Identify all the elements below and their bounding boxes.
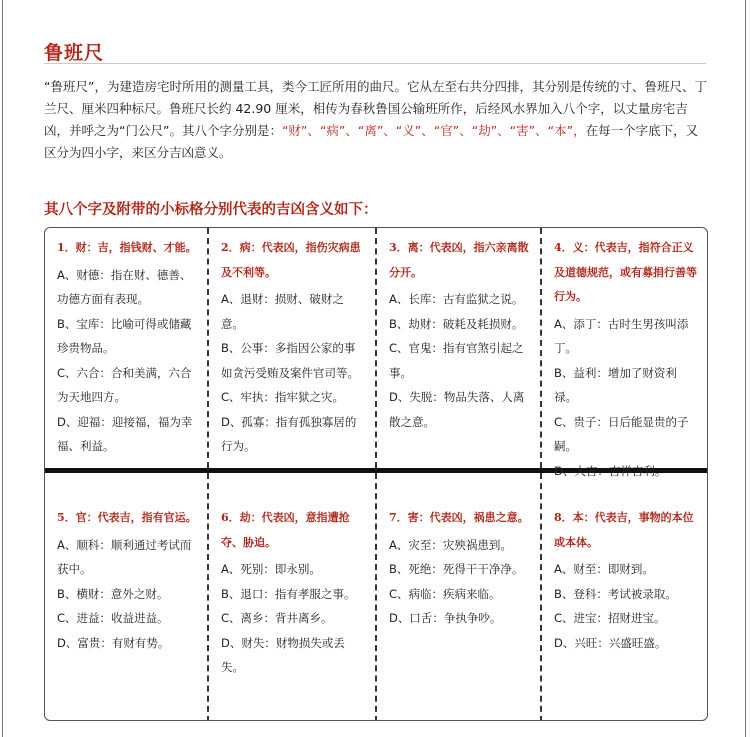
cell-item: D、失脱：物品失落、人离散之意。 [389, 390, 525, 429]
cell-item: D、迎福：迎接福，福为幸福、利益。 [57, 414, 193, 453]
intro-paragraph [44, 76, 709, 164]
title-divider [44, 63, 706, 64]
cell-item: A、财至：即财到。 [554, 562, 654, 576]
eight-characters: “财”、“病”、“离”、“义”、“官”、“劫”、“害”、“本”， [281, 123, 586, 138]
meaning-cell-cai [45, 236, 207, 459]
cell-heading: 2．病：代表凶，指伤灾病患及不利等。 [221, 241, 361, 279]
cell-item: C、进宝：招财进宝。 [554, 611, 666, 625]
cell-heading: 1．财：吉，指钱财、才能。 [57, 241, 197, 254]
meaning-cell-bing [209, 236, 375, 459]
cell-item: C、贵子：日后能显贵的子嗣。 [554, 414, 689, 453]
cell-item: B、死绝：死得干干净净。 [389, 562, 524, 576]
cell-item: C、病临：疾病来临。 [389, 586, 501, 601]
cell-item: C、六合：合和美满，六合为天地四方。 [57, 365, 192, 404]
cell-heading: 6．劫：代表凶，意指遭抢夺、胁迫。 [221, 511, 350, 549]
cell-item: D、大吉：吉祥吉利。 [554, 463, 667, 478]
meaning-cell-li [377, 236, 540, 434]
cell-item: A、添丁：古时生男孩叫添丁。 [554, 316, 689, 355]
cell-item: A、退财：损财、破财之意。 [221, 292, 344, 331]
meaning-cell-ben [542, 506, 708, 655]
cell-item: A、顺科：顺利通过考试而获中。 [57, 537, 192, 576]
meaning-cell-jie [209, 506, 375, 680]
cell-heading: 7．害：代表凶，祸患之意。 [389, 511, 529, 524]
cell-item: A、长库：古有监狱之说。 [389, 292, 524, 306]
meaning-cell-guan [45, 506, 207, 655]
cell-item: D、孤寡：指有孤独寡居的行为。 [221, 414, 357, 453]
cell-item: A、财德：指在财、德善、功德方面有表现。 [57, 267, 192, 306]
cell-item: D、富贵：有财有势。 [57, 635, 170, 650]
cell-heading: 8．本：代表吉，事物的本位或本体。 [554, 511, 694, 549]
cell-heading: 3．离：代表凶，指六亲离散分开。 [389, 241, 529, 279]
cell-item: A、灾至：灾殃祸患到。 [389, 537, 512, 552]
cell-item: C、离乡：背井离乡。 [221, 611, 333, 625]
cell-item: A、死别：即永别。 [221, 562, 321, 576]
intro-text: “鲁班尺”，为建造房宅时所用的测量工具，类今工匠所用的曲尺。它从左至右共分四排，其分别是传统的寸、鲁班尺、丁兰尺、厘米四种标尺。鲁班尺长约 42.90 厘米，相传为春秋鲁国公输班所作，后经风水界加入八个字，以丈量房宅吉凶，并呼之为“门公尺”。其八个字分别是： [44, 79, 707, 138]
cell-item: B、登科：考试被录取。 [554, 586, 677, 601]
cell-heading: 5．官：代表吉，指有官运。 [57, 511, 197, 524]
cell-item: B、宝库：比喻可得或储藏珍贵物品。 [57, 316, 192, 355]
section-subtitle: 其八个字及附带的小标格分别代表的吉凶含义如下： [44, 201, 378, 218]
cell-item: C、官鬼：指有官煞引起之事。 [389, 341, 524, 380]
cell-item: B、益利：增加了财资利禄。 [554, 365, 677, 404]
meaning-cell-hai [377, 506, 540, 631]
cell-item: D、财失：财物损失或丢失。 [221, 635, 345, 674]
cell-item: B、退口：指有孝服之事。 [221, 586, 356, 601]
cell-item: D、兴旺：兴盛旺盛。 [554, 635, 667, 650]
cell-item: C、进益：收益进益。 [57, 611, 169, 625]
intro-text-end: 在每一个字底下，又区分为四小字，来区分吉凶意义。 [44, 123, 699, 160]
cell-item: D、口舌：争执争吵。 [389, 611, 502, 625]
page-title: 鲁班尺 [44, 42, 105, 64]
cell-item: B、公事：多指因公家的事如贪污受贿及案件官司等。 [221, 341, 359, 380]
meaning-cell-yi [542, 236, 708, 483]
cell-item: B、劫财：破耗及耗损财。 [389, 316, 524, 331]
cell-item: C、牢执：指牢狱之灾。 [221, 390, 345, 404]
cell-item: B、横财：意外之财。 [57, 586, 169, 601]
meaning-table [44, 227, 708, 721]
cell-heading: 4．义：代表吉，指符合正义及道德规范，或有募捐行善等行为。 [554, 241, 697, 303]
